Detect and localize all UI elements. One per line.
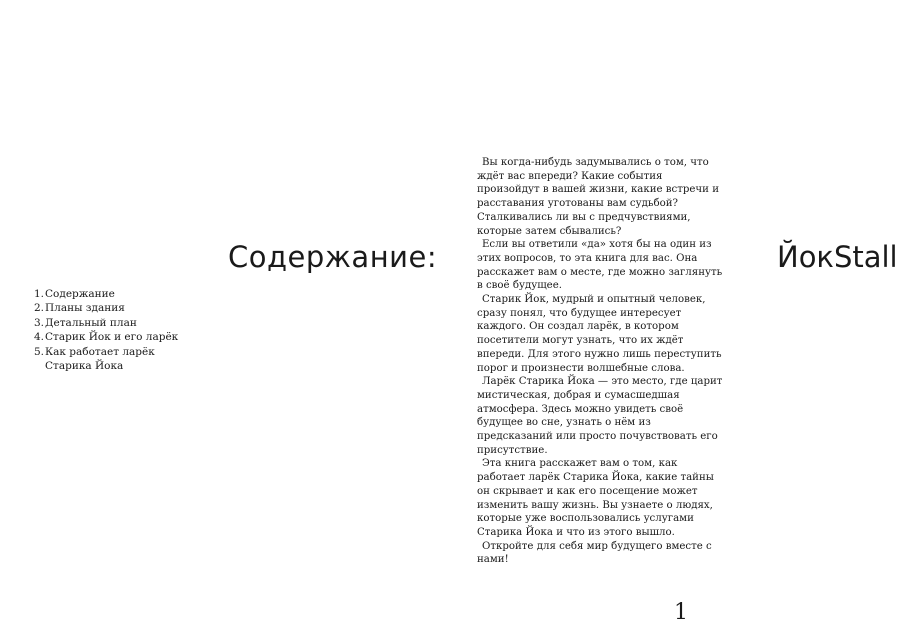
toc-item-label: Планы здания: [45, 302, 125, 315]
intro-paragraph: Старик Йок, мудрый и опытный человек, сразу понял, что будущее интересует каждого. Он создал ларёк, в котором посетители могут узнать, что их ждёт впереди. Для этого нужно лишь переступить порог и произнести волшебные слова.: [477, 294, 722, 374]
toc-item-number: 2.: [34, 302, 45, 315]
intro-paragraph: Эта книга расскажет вам о том, как работает ларёк Старика Йока, какие тайны он скрывает и как его посещение может изменить вашу жизнь. Вы узнаете о людях, которые уже воспользовались услугами Старика Йока и что из этого вышло.: [477, 458, 714, 538]
toc-item-label: Старик Йок и его ларёк: [45, 331, 179, 344]
toc-item: [34, 301, 254, 315]
brand-logo-text: ЙокStall: [777, 240, 898, 274]
toc-item-number: 3.: [34, 316, 45, 329]
page-number: 1: [674, 600, 688, 625]
contents-title: Содержание:: [228, 240, 438, 274]
toc-item-number: 1.: [34, 288, 45, 300]
toc-item-label: Содержание: [45, 288, 115, 300]
toc-item-label: Как работает ларёк Старика Йока: [45, 345, 155, 373]
table-of-contents: [34, 287, 254, 373]
toc-item-number: 4.: [34, 331, 45, 344]
toc-item-label: Детальный план: [45, 316, 137, 329]
toc-item: [34, 316, 254, 330]
toc-item: [34, 287, 254, 301]
intro-paragraph: Если вы ответили «да» хотя бы на один из этих вопросов, то эта книга для вас. Она расскажет вам о месте, где можно заглянуть в своё будущее.: [477, 239, 723, 292]
toc-item-number: 5.: [34, 345, 45, 358]
intro-paragraph: Вы когда-нибудь задумывались о том, что ждёт вас впереди? Какие события произойдут в вашей жизни, какие встречи и расставания уготованы вам судьбой? Сталкивались ли вы с предчувствиями, которые затем сбывались?: [477, 157, 719, 237]
intro-text: [477, 156, 727, 567]
intro-paragraph: Откройте для себя мир будущего вместе с нами!: [477, 540, 712, 566]
intro-paragraph: Ларёк Старика Йока — это место, где царит мистическая, добрая и сумасшедшая атмосфера. Здесь можно увидеть своё будущее во сне, узнать о нём из предсказаний или просто почувствовать его присутствие.: [477, 376, 723, 456]
toc-item: [34, 345, 175, 374]
toc-item: [34, 330, 254, 344]
